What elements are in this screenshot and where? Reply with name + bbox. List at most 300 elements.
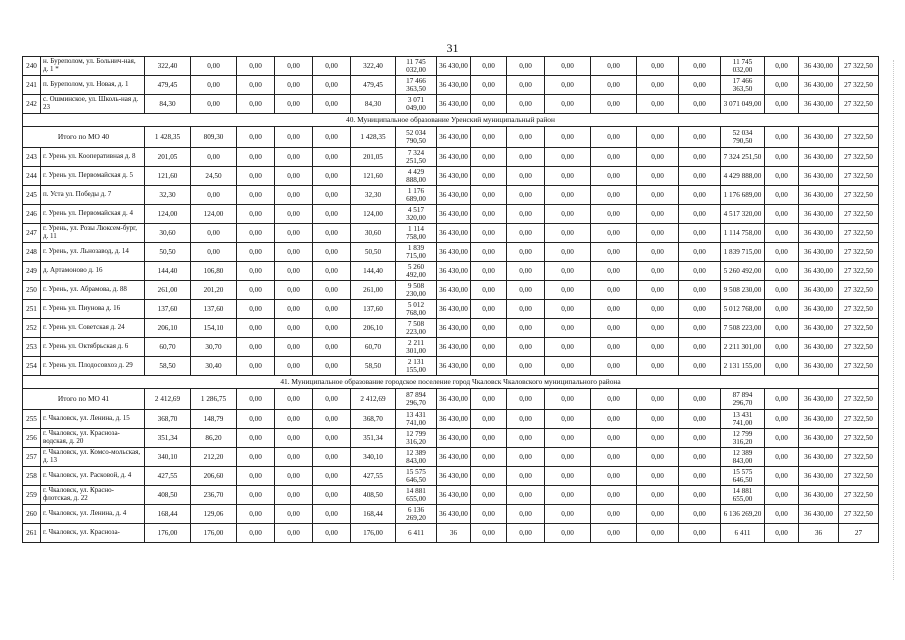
value-cell-b: 106,80 xyxy=(191,262,237,281)
value-cell-d: 0,00 xyxy=(275,281,313,300)
value-cell-d: 0,00 xyxy=(275,224,313,243)
value-cell-h: 36 430,00 xyxy=(437,148,471,167)
value-cell-m: 0,00 xyxy=(637,410,679,429)
value-cell-n: 0,00 xyxy=(679,243,721,262)
value-cell-g: 7 508 223,00 xyxy=(396,319,437,338)
value-cell-e: 0,00 xyxy=(313,224,351,243)
value-cell-f: 168,44 xyxy=(351,505,396,524)
value-cell-i: 0,00 xyxy=(471,467,507,486)
value-cell-i: 0,00 xyxy=(471,357,507,376)
value-cell-b: 0,00 xyxy=(191,186,237,205)
value-cell-k: 0,00 xyxy=(545,429,591,448)
value-cell-h: 36 430,00 xyxy=(437,429,471,448)
value-cell-p: 0,00 xyxy=(765,338,799,357)
value-cell-h: 36 430,00 xyxy=(437,205,471,224)
value-cell-p: 0,00 xyxy=(765,224,799,243)
value-cell-r: 27 322,50 xyxy=(839,167,879,186)
row-number-cell: 252 xyxy=(23,319,41,338)
value-cell-a: 60,70 xyxy=(145,338,191,357)
value-cell-q: 36 430,00 xyxy=(799,224,839,243)
value-cell-m: 0,00 xyxy=(637,300,679,319)
value-cell-k: 0,00 xyxy=(545,357,591,376)
value-cell-n: 0,00 xyxy=(679,57,721,76)
value-cell-p: 0,00 xyxy=(765,167,799,186)
value-cell-i: 0,00 xyxy=(471,410,507,429)
row-number-cell: 250 xyxy=(23,281,41,300)
value-cell-e: 0,00 xyxy=(313,486,351,505)
value-cell-a: 427,55 xyxy=(145,467,191,486)
value-cell-r: 27 322,50 xyxy=(839,186,879,205)
value-cell-q: 36 430,00 xyxy=(799,319,839,338)
value-cell-k: 0,00 xyxy=(545,389,591,410)
address-cell: г. Чкаловск, ул. Красноза- xyxy=(41,524,145,543)
value-cell-h: 36 430,00 xyxy=(437,300,471,319)
value-cell-k: 0,00 xyxy=(545,448,591,467)
value-cell-j: 0,00 xyxy=(507,410,545,429)
value-cell-d: 0,00 xyxy=(275,167,313,186)
value-cell-h: 36 430,00 xyxy=(437,127,471,148)
value-cell-e: 0,00 xyxy=(313,429,351,448)
value-cell-l: 0,00 xyxy=(591,338,637,357)
value-cell-d: 0,00 xyxy=(275,262,313,281)
row-number-cell: 248 xyxy=(23,243,41,262)
value-cell-j: 0,00 xyxy=(507,448,545,467)
value-cell-k: 0,00 xyxy=(545,300,591,319)
table-row xyxy=(23,148,879,167)
value-cell-l: 0,00 xyxy=(591,167,637,186)
row-number-cell: 257 xyxy=(23,448,41,467)
value-cell-r: 27 322,50 xyxy=(839,262,879,281)
value-cell-l: 0,00 xyxy=(591,262,637,281)
value-cell-q: 36 430,00 xyxy=(799,505,839,524)
value-cell-p: 0,00 xyxy=(765,505,799,524)
value-cell-i: 0,00 xyxy=(471,448,507,467)
value-cell-l: 0,00 xyxy=(591,76,637,95)
value-cell-l: 0,00 xyxy=(591,186,637,205)
value-cell-i: 0,00 xyxy=(471,300,507,319)
value-cell-f: 30,60 xyxy=(351,224,396,243)
value-cell-r: 27 322,50 xyxy=(839,389,879,410)
value-cell-c: 0,00 xyxy=(237,338,275,357)
value-cell-h: 36 xyxy=(437,524,471,543)
value-cell-l: 0,00 xyxy=(591,243,637,262)
page-edge-rule xyxy=(893,60,895,580)
value-cell-l: 0,00 xyxy=(591,429,637,448)
value-cell-l: 0,00 xyxy=(591,524,637,543)
value-cell-n: 0,00 xyxy=(679,186,721,205)
value-cell-n: 0,00 xyxy=(679,76,721,95)
value-cell-g: 17 466 363,50 xyxy=(396,76,437,95)
value-cell-p: 0,00 xyxy=(765,281,799,300)
value-cell-a: 84,30 xyxy=(145,95,191,114)
value-cell-e: 0,00 xyxy=(313,167,351,186)
value-cell-g: 4 517 320,00 xyxy=(396,205,437,224)
address-cell: г. Урень, ул. Льнозавод, д. 14 xyxy=(41,243,145,262)
value-cell-n: 0,00 xyxy=(679,224,721,243)
value-cell-b: 148,79 xyxy=(191,410,237,429)
value-cell-o: 12 799 316,20 xyxy=(721,429,765,448)
value-cell-l: 0,00 xyxy=(591,505,637,524)
value-cell-a: 479,45 xyxy=(145,76,191,95)
value-cell-r: 27 322,50 xyxy=(839,467,879,486)
value-cell-r: 27 322,50 xyxy=(839,486,879,505)
value-cell-k: 0,00 xyxy=(545,243,591,262)
table-row xyxy=(23,338,879,357)
value-cell-h: 36 430,00 xyxy=(437,262,471,281)
value-cell-a: 322,40 xyxy=(145,57,191,76)
value-cell-q: 36 430,00 xyxy=(799,57,839,76)
value-cell-g: 1 176 689,00 xyxy=(396,186,437,205)
value-cell-d: 0,00 xyxy=(275,319,313,338)
value-cell-o: 6 411 xyxy=(721,524,765,543)
value-cell-c: 0,00 xyxy=(237,319,275,338)
value-cell-j: 0,00 xyxy=(507,95,545,114)
address-cell: г. Чкаловск, ул. Ленина, д. 15 xyxy=(41,410,145,429)
value-cell-p: 0,00 xyxy=(765,300,799,319)
section-title: 41. Муниципальное образование городское поселение город Чкаловск Чкаловского муниципального района xyxy=(23,376,879,389)
value-cell-n: 0,00 xyxy=(679,148,721,167)
value-cell-n: 0,00 xyxy=(679,448,721,467)
value-cell-h: 36 430,00 xyxy=(437,486,471,505)
value-cell-o: 14 881 655,00 xyxy=(721,486,765,505)
value-cell-n: 0,00 xyxy=(679,467,721,486)
value-cell-b: 0,00 xyxy=(191,95,237,114)
value-cell-c: 0,00 xyxy=(237,486,275,505)
value-cell-a: 121,60 xyxy=(145,167,191,186)
value-cell-f: 368,70 xyxy=(351,410,396,429)
value-cell-e: 0,00 xyxy=(313,205,351,224)
value-cell-l: 0,00 xyxy=(591,486,637,505)
value-cell-d: 0,00 xyxy=(275,410,313,429)
value-cell-a: 30,60 xyxy=(145,224,191,243)
value-cell-b: 206,60 xyxy=(191,467,237,486)
value-cell-j: 0,00 xyxy=(507,167,545,186)
value-cell-o: 12 389 843,00 xyxy=(721,448,765,467)
value-cell-g: 12 389 843,00 xyxy=(396,448,437,467)
table-row xyxy=(23,281,879,300)
value-cell-m: 0,00 xyxy=(637,319,679,338)
value-cell-b: 809,30 xyxy=(191,127,237,148)
value-cell-k: 0,00 xyxy=(545,148,591,167)
value-cell-d: 0,00 xyxy=(275,186,313,205)
value-cell-p: 0,00 xyxy=(765,467,799,486)
value-cell-h: 36 430,00 xyxy=(437,186,471,205)
value-cell-n: 0,00 xyxy=(679,127,721,148)
value-cell-b: 129,06 xyxy=(191,505,237,524)
value-cell-l: 0,00 xyxy=(591,300,637,319)
row-number-cell: 247 xyxy=(23,224,41,243)
value-cell-h: 36 430,00 xyxy=(437,167,471,186)
table-row xyxy=(23,262,879,281)
row-number-cell: 249 xyxy=(23,262,41,281)
value-cell-p: 0,00 xyxy=(765,57,799,76)
value-cell-e: 0,00 xyxy=(313,505,351,524)
value-cell-a: 206,10 xyxy=(145,319,191,338)
table-row xyxy=(23,300,879,319)
table-row xyxy=(23,357,879,376)
value-cell-m: 0,00 xyxy=(637,95,679,114)
value-cell-h: 36 430,00 xyxy=(437,410,471,429)
value-cell-a: 340,10 xyxy=(145,448,191,467)
value-cell-j: 0,00 xyxy=(507,505,545,524)
table-row xyxy=(23,76,879,95)
value-cell-e: 0,00 xyxy=(313,281,351,300)
value-cell-b: 154,10 xyxy=(191,319,237,338)
value-cell-b: 30,70 xyxy=(191,338,237,357)
value-cell-d: 0,00 xyxy=(275,486,313,505)
value-cell-k: 0,00 xyxy=(545,57,591,76)
value-cell-d: 0,00 xyxy=(275,243,313,262)
value-cell-o: 7 324 251,50 xyxy=(721,148,765,167)
value-cell-d: 0,00 xyxy=(275,429,313,448)
address-cell: г. Чкаловск, ул. Красноза-водская, д. 20 xyxy=(41,429,145,448)
value-cell-k: 0,00 xyxy=(545,281,591,300)
value-cell-d: 0,00 xyxy=(275,300,313,319)
value-cell-k: 0,00 xyxy=(545,76,591,95)
value-cell-r: 27 322,50 xyxy=(839,338,879,357)
value-cell-d: 0,00 xyxy=(275,448,313,467)
value-cell-e: 0,00 xyxy=(313,389,351,410)
value-cell-f: 261,00 xyxy=(351,281,396,300)
row-number-cell: 260 xyxy=(23,505,41,524)
value-cell-k: 0,00 xyxy=(545,524,591,543)
value-cell-n: 0,00 xyxy=(679,300,721,319)
address-cell: г. Урень, ул. Абрамова, д. 88 xyxy=(41,281,145,300)
table-row xyxy=(23,186,879,205)
value-cell-j: 0,00 xyxy=(507,57,545,76)
row-number-cell: 251 xyxy=(23,300,41,319)
value-cell-m: 0,00 xyxy=(637,357,679,376)
address-cell: г. Урень ул. Первомайская д. 5 xyxy=(41,167,145,186)
value-cell-k: 0,00 xyxy=(545,167,591,186)
value-cell-b: 201,20 xyxy=(191,281,237,300)
value-cell-a: 137,60 xyxy=(145,300,191,319)
value-cell-o: 6 136 269,20 xyxy=(721,505,765,524)
value-cell-b: 0,00 xyxy=(191,243,237,262)
address-cell: г. Урень ул. Пиунова д. 16 xyxy=(41,300,145,319)
value-cell-f: 479,45 xyxy=(351,76,396,95)
value-cell-m: 0,00 xyxy=(637,148,679,167)
value-cell-c: 0,00 xyxy=(237,410,275,429)
row-number-cell: 258 xyxy=(23,467,41,486)
value-cell-b: 0,00 xyxy=(191,224,237,243)
value-cell-c: 0,00 xyxy=(237,186,275,205)
row-number-cell: 242 xyxy=(23,95,41,114)
row-number-cell: 259 xyxy=(23,486,41,505)
value-cell-e: 0,00 xyxy=(313,300,351,319)
value-cell-m: 0,00 xyxy=(637,127,679,148)
value-cell-q: 36 430,00 xyxy=(799,186,839,205)
value-cell-q: 36 430,00 xyxy=(799,338,839,357)
value-cell-c: 0,00 xyxy=(237,524,275,543)
value-cell-e: 0,00 xyxy=(313,148,351,167)
value-cell-o: 9 508 230,00 xyxy=(721,281,765,300)
value-cell-g: 6 411 xyxy=(396,524,437,543)
value-cell-a: 58,50 xyxy=(145,357,191,376)
value-cell-c: 0,00 xyxy=(237,95,275,114)
value-cell-h: 36 430,00 xyxy=(437,338,471,357)
value-cell-g: 3 071 049,00 xyxy=(396,95,437,114)
value-cell-e: 0,00 xyxy=(313,186,351,205)
address-cell: г. Урень, ул. Розы Люксем-бург, д. 11 xyxy=(41,224,145,243)
value-cell-r: 27 322,50 xyxy=(839,148,879,167)
value-cell-l: 0,00 xyxy=(591,389,637,410)
value-cell-g: 5 260 492,00 xyxy=(396,262,437,281)
value-cell-o: 52 034 790,50 xyxy=(721,127,765,148)
address-cell: г. Урень ул. Октябрьская д. 6 xyxy=(41,338,145,357)
value-cell-g: 5 012 768,00 xyxy=(396,300,437,319)
value-cell-i: 0,00 xyxy=(471,186,507,205)
value-cell-l: 0,00 xyxy=(591,410,637,429)
value-cell-q: 36 430,00 xyxy=(799,467,839,486)
value-cell-o: 1 839 715,00 xyxy=(721,243,765,262)
value-cell-j: 0,00 xyxy=(507,186,545,205)
value-cell-g: 9 508 230,00 xyxy=(396,281,437,300)
table-row xyxy=(23,319,879,338)
value-cell-r: 27 322,50 xyxy=(839,205,879,224)
value-cell-a: 124,00 xyxy=(145,205,191,224)
value-cell-l: 0,00 xyxy=(591,224,637,243)
value-cell-i: 0,00 xyxy=(471,338,507,357)
value-cell-k: 0,00 xyxy=(545,186,591,205)
value-cell-o: 15 575 646,50 xyxy=(721,467,765,486)
value-cell-r: 27 322,50 xyxy=(839,448,879,467)
value-cell-d: 0,00 xyxy=(275,76,313,95)
value-cell-o: 5 012 768,00 xyxy=(721,300,765,319)
value-cell-r: 27 322,50 xyxy=(839,429,879,448)
value-cell-i: 0,00 xyxy=(471,127,507,148)
value-cell-c: 0,00 xyxy=(237,357,275,376)
value-cell-c: 0,00 xyxy=(237,243,275,262)
value-cell-k: 0,00 xyxy=(545,205,591,224)
value-cell-n: 0,00 xyxy=(679,167,721,186)
value-cell-e: 0,00 xyxy=(313,127,351,148)
value-cell-q: 36 430,00 xyxy=(799,410,839,429)
value-cell-g: 15 575 646,50 xyxy=(396,467,437,486)
value-cell-m: 0,00 xyxy=(637,389,679,410)
value-cell-o: 4 429 888,00 xyxy=(721,167,765,186)
value-cell-f: 340,10 xyxy=(351,448,396,467)
value-cell-b: 236,70 xyxy=(191,486,237,505)
value-cell-k: 0,00 xyxy=(545,505,591,524)
value-cell-c: 0,00 xyxy=(237,300,275,319)
value-cell-e: 0,00 xyxy=(313,338,351,357)
row-number-cell: 246 xyxy=(23,205,41,224)
value-cell-n: 0,00 xyxy=(679,486,721,505)
value-cell-q: 36 430,00 xyxy=(799,486,839,505)
value-cell-e: 0,00 xyxy=(313,448,351,467)
subtotal-row xyxy=(23,127,879,148)
address-cell: г. Чкаловск, ул. Красно-флотская, д. 22 xyxy=(41,486,145,505)
row-number-cell: 261 xyxy=(23,524,41,543)
address-cell: п. Уста ул. Победы д. 7 xyxy=(41,186,145,205)
row-number-cell: 255 xyxy=(23,410,41,429)
value-cell-q: 36 430,00 xyxy=(799,389,839,410)
value-cell-p: 0,00 xyxy=(765,429,799,448)
value-cell-n: 0,00 xyxy=(679,205,721,224)
value-cell-j: 0,00 xyxy=(507,357,545,376)
value-cell-e: 0,00 xyxy=(313,357,351,376)
value-cell-a: 261,00 xyxy=(145,281,191,300)
section-title: 40. Муниципальное образование Уренский муниципальный район xyxy=(23,114,879,127)
value-cell-m: 0,00 xyxy=(637,224,679,243)
value-cell-o: 2 211 301,00 xyxy=(721,338,765,357)
value-cell-n: 0,00 xyxy=(679,281,721,300)
value-cell-h: 36 430,00 xyxy=(437,243,471,262)
value-cell-h: 36 430,00 xyxy=(437,76,471,95)
row-number-cell: 244 xyxy=(23,167,41,186)
value-cell-q: 36 430,00 xyxy=(799,205,839,224)
row-number-cell: 254 xyxy=(23,357,41,376)
table-row xyxy=(23,429,879,448)
value-cell-q: 36 430,00 xyxy=(799,167,839,186)
value-cell-l: 0,00 xyxy=(591,448,637,467)
value-cell-b: 1 286,75 xyxy=(191,389,237,410)
value-cell-e: 0,00 xyxy=(313,410,351,429)
value-cell-l: 0,00 xyxy=(591,281,637,300)
value-cell-r: 27 322,50 xyxy=(839,281,879,300)
value-cell-d: 0,00 xyxy=(275,524,313,543)
value-cell-l: 0,00 xyxy=(591,319,637,338)
value-cell-h: 36 430,00 xyxy=(437,448,471,467)
table-row xyxy=(23,448,879,467)
row-number-cell: 240 xyxy=(23,57,41,76)
value-cell-g: 12 799 316,20 xyxy=(396,429,437,448)
row-number-cell: 245 xyxy=(23,186,41,205)
value-cell-l: 0,00 xyxy=(591,357,637,376)
value-cell-j: 0,00 xyxy=(507,224,545,243)
address-cell: г. Урень ул. Первомайская д. 4 xyxy=(41,205,145,224)
value-cell-j: 0,00 xyxy=(507,243,545,262)
value-cell-m: 0,00 xyxy=(637,281,679,300)
value-cell-f: 84,30 xyxy=(351,95,396,114)
value-cell-f: 408,50 xyxy=(351,486,396,505)
address-cell: г. Урень ул. Кооперативная д. 8 xyxy=(41,148,145,167)
value-cell-o: 11 745 032,00 xyxy=(721,57,765,76)
address-cell: с. Ошминское, ул. Школь-ная д. 23 xyxy=(41,95,145,114)
value-cell-j: 0,00 xyxy=(507,319,545,338)
value-cell-j: 0,00 xyxy=(507,524,545,543)
value-cell-l: 0,00 xyxy=(591,57,637,76)
value-cell-q: 36 430,00 xyxy=(799,300,839,319)
value-cell-i: 0,00 xyxy=(471,262,507,281)
value-cell-c: 0,00 xyxy=(237,429,275,448)
value-cell-f: 121,60 xyxy=(351,167,396,186)
value-cell-c: 0,00 xyxy=(237,205,275,224)
value-cell-n: 0,00 xyxy=(679,95,721,114)
value-cell-f: 32,30 xyxy=(351,186,396,205)
value-cell-i: 0,00 xyxy=(471,76,507,95)
value-cell-j: 0,00 xyxy=(507,467,545,486)
value-cell-p: 0,00 xyxy=(765,357,799,376)
address-cell: г. Чкаловск, ул. Ленина, д. 4 xyxy=(41,505,145,524)
value-cell-r: 27 322,50 xyxy=(839,95,879,114)
value-cell-b: 0,00 xyxy=(191,148,237,167)
value-cell-q: 36 430,00 xyxy=(799,448,839,467)
value-cell-c: 0,00 xyxy=(237,224,275,243)
value-cell-h: 36 430,00 xyxy=(437,319,471,338)
value-cell-m: 0,00 xyxy=(637,524,679,543)
value-cell-q: 36 430,00 xyxy=(799,95,839,114)
value-cell-o: 7 508 223,00 xyxy=(721,319,765,338)
value-cell-e: 0,00 xyxy=(313,76,351,95)
value-cell-h: 36 430,00 xyxy=(437,389,471,410)
value-cell-p: 0,00 xyxy=(765,389,799,410)
value-cell-g: 87 894 296,70 xyxy=(396,389,437,410)
value-cell-l: 0,00 xyxy=(591,95,637,114)
value-cell-f: 144,40 xyxy=(351,262,396,281)
value-cell-n: 0,00 xyxy=(679,319,721,338)
